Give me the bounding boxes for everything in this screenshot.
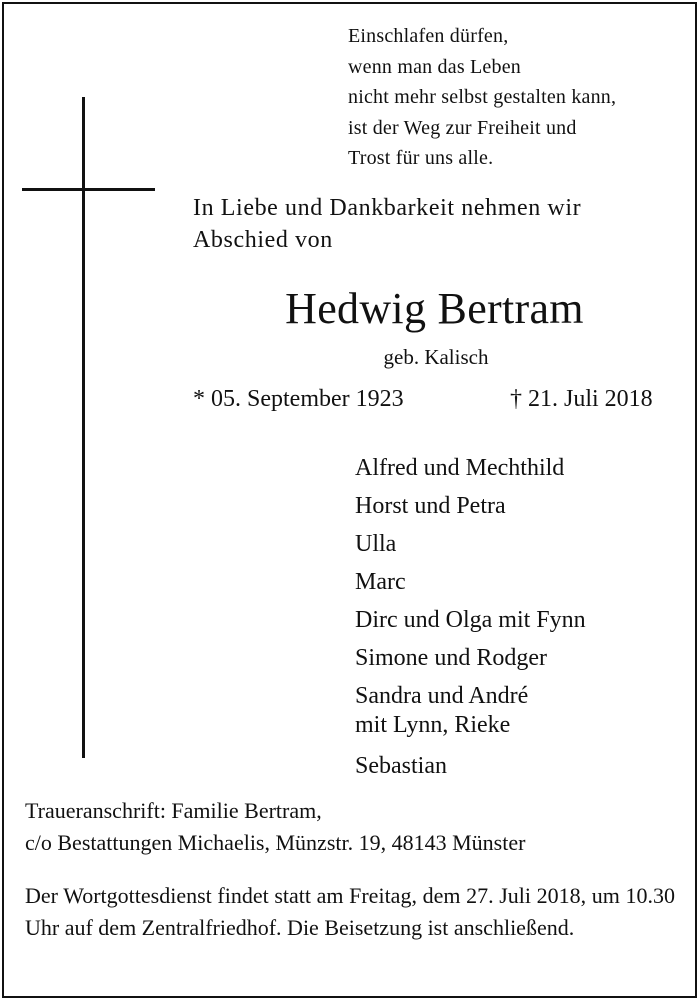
mourner-line: Marc (355, 569, 406, 595)
mourners-list (355, 449, 586, 785)
mourner-line: Simone und Rodger (355, 645, 547, 671)
poem-line: Trost für uns alle. (348, 147, 494, 169)
mourner-line: Dirc und Olga mit Fynn (355, 607, 586, 633)
mourner-line: Alfred und Mechthild (355, 455, 565, 481)
poem-line: ist der Weg zur Freiheit und (348, 116, 577, 139)
poem (348, 21, 616, 174)
poem-line: nicht mehr selbst gestalten kann, (348, 86, 617, 108)
intro-line: Abschied von (193, 227, 333, 253)
poem-line: Einschlafen dürfen, (348, 25, 509, 47)
mourner-line: Sebastian (355, 753, 447, 779)
deceased-name: Hedwig Bertram (285, 284, 584, 333)
poem-line: wenn man das Leben (348, 55, 521, 78)
address-line: Traueranschrift: Familie Bertram, (25, 798, 322, 823)
intro-text (193, 192, 683, 256)
mourner-line: Sandra und André (355, 683, 529, 709)
mourner-line: Horst und Petra (355, 493, 506, 519)
death-date: † 21. Juli 2018 (510, 386, 653, 412)
address-line: c/o Bestattungen Michaelis, Münzstr. 19, 48143 Münster (25, 830, 526, 855)
service-info: Der Wortgottesdienst findet statt am Freitag, dem 27. Juli 2018, um 10.30 Uhr auf dem Zentralfriedhof. Die Beisetzung ist anschließend. (25, 883, 675, 940)
mourner-line: mit Lynn, Rieke (355, 712, 511, 738)
cross-icon-vertical (82, 97, 85, 758)
birth-date: * 05. September 1923 (193, 386, 404, 412)
cross-icon-horizontal (22, 188, 155, 191)
intro-line: In Liebe und Dankbarkeit nehmen wir (193, 195, 582, 221)
maiden-name: geb. Kalisch (383, 345, 489, 369)
mourner-line: Ulla (355, 531, 397, 557)
mourning-address (25, 795, 525, 859)
